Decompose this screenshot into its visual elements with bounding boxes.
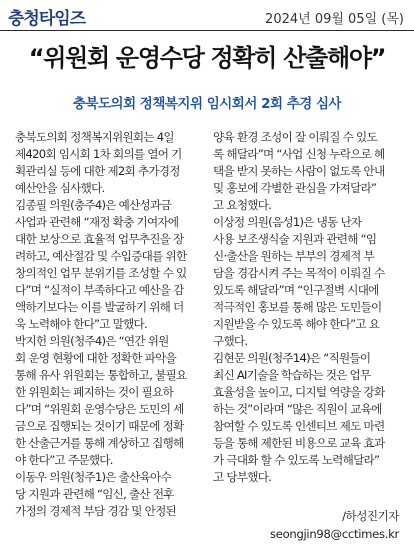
article-text-line: 당 지원과 관련해 “임신, 출산 전후 bbox=[15, 487, 174, 501]
byline-email: seongjin98@cctimes.kr bbox=[270, 527, 399, 541]
article-text-line: 하는 것”이라며 “많은 직원이 교육에 bbox=[213, 402, 382, 416]
article-text-line: 담을 경감시켜 주는 목적이 이뤄질 수 bbox=[213, 266, 385, 280]
article-text-line: 통해 유사 위원회는 통합하고, 불필요 bbox=[15, 368, 187, 382]
article-text-line: 택을 받지 못하는 사람이 없도록 안내 bbox=[213, 164, 385, 178]
publication-name: 충청타임즈 bbox=[8, 9, 86, 29]
article-text-line: 금으로 집행되는 것이기 때문에 정확 bbox=[15, 419, 184, 433]
article-text-line: 획관리실 등에 대한 제2회 추가경정 bbox=[15, 164, 180, 178]
publication-date: 2024년 09월 05일 (목) bbox=[265, 12, 404, 27]
article-text-line: 신·출산을 원하는 부부의 경제적 부 bbox=[213, 249, 374, 263]
article-text-line: 사업과 관련해 “재정 확충 기여자에 bbox=[15, 215, 179, 229]
article-text-line: 및 홍보에 각별한 관심을 가져달라” bbox=[213, 181, 377, 195]
article-text-line: 고 요청했다. bbox=[213, 198, 272, 212]
article-text-line: 록 해달라”며 “사업 신청 누락으로 혜 bbox=[213, 147, 385, 161]
article-body-right-column bbox=[213, 129, 409, 486]
article-text-line: 이동우 의원(청주1)은 출산육아수 bbox=[15, 470, 171, 484]
article-text-line: 한 위원회는 폐지하는 것이 필요하 bbox=[15, 385, 174, 399]
article-text-line: 충북도의회 정책복지위원회는 4일 bbox=[15, 130, 174, 144]
article-text-line: 한 산출근거를 통해 계상하고 집행해 bbox=[15, 436, 184, 450]
article-text-line: 가 극대화 할 수 있도록 노력해달라” bbox=[213, 453, 380, 467]
article-text-line: 대한 보상으로 효율적 업무추진을 장 bbox=[15, 232, 184, 246]
article-text-line: 효율성을 높이고, 디지털 역량을 강화 bbox=[213, 385, 385, 399]
article-text-line: 최신 AI기술을 학습하는 것은 업무 bbox=[213, 368, 371, 382]
article-headline: “위원회 운영수당 정확히 산출해야” bbox=[28, 44, 386, 72]
article-text-line: 야 한다”고 주문했다. bbox=[15, 453, 113, 467]
article-subhead: 충북도의회 정책복지위 임시회서 2회 추경 심사 bbox=[72, 96, 342, 112]
article-text-line: 등을 통해 제한된 비용으로 교육 효과 bbox=[213, 436, 385, 450]
article-text-line: 적극적인 홍보를 통해 많은 도민들이 bbox=[213, 300, 382, 314]
article-text-line: 김현문 의원(청주14)은 “직원들이 bbox=[213, 351, 371, 365]
masthead bbox=[0, 0, 414, 31]
article-text-line: 고 당부했다. bbox=[213, 470, 272, 484]
article-text-line: 사용 보조생식술 지원과 관련해 “임 bbox=[213, 232, 377, 246]
article-text-line: 창의적인 업무 분위기를 조성할 수 있 bbox=[15, 266, 187, 280]
article-text-line: 구했다. bbox=[213, 334, 248, 348]
article-text-line: 가정의 경제적 부담 경감 및 안정된 bbox=[15, 504, 176, 518]
article-text-line: 박지헌 의원(청주4)은 “연간 위원 bbox=[15, 334, 169, 348]
article-text-line: 회 운영 현황에 대한 정확한 파악을 bbox=[15, 351, 176, 365]
article-text-line: 제420회 임시회 1차 회의를 열어 기 bbox=[15, 147, 182, 161]
article-body-left-column bbox=[15, 129, 211, 520]
article-text-line: 액하기보다는 이를 발굴하기 위해 더 bbox=[15, 300, 184, 314]
article-text-line: 있도록 해달라”며 “인구절벽 시대에 bbox=[213, 283, 379, 297]
article-text-line: 김종필 의원(충주4)은 예산성과금 bbox=[15, 198, 171, 212]
article-text-line: 욱 노력해야 한다”고 말했다. bbox=[15, 317, 147, 331]
byline-author: /하성진기자 bbox=[342, 509, 399, 523]
article-text-line: 지원받을 수 있도록 해야 한다”고 요 bbox=[213, 317, 380, 331]
article-text-line: 려하고, 예산절감 및 수입증대를 위한 bbox=[15, 249, 187, 263]
article-text-line: 이상정 의원(음성1)은 냉동 난자 bbox=[213, 215, 362, 229]
article-text-line: 참여할 수 있도록 인센티브 제도 마련 bbox=[213, 419, 385, 433]
article-text-line: 다”며 “실적이 부족하다고 예산을 감 bbox=[15, 283, 184, 297]
article-text-line: 양육 환경 조성이 잘 이뤄질 수 있도 bbox=[213, 130, 377, 144]
article-text-line: 다”며 “위원회 운영수당은 도민의 세 bbox=[15, 402, 184, 416]
article-text-line: 예산안을 심사했다. bbox=[15, 181, 105, 195]
